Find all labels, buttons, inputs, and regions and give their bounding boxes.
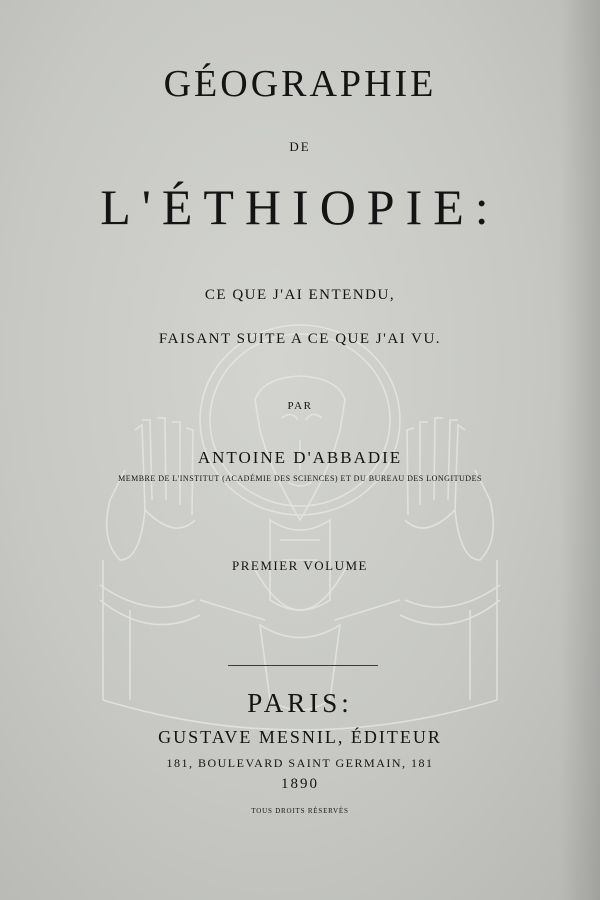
subtitle-line-2: FAISANT SUITE A CE QUE J'AI VU. [158, 331, 442, 347]
par-label: PAR [287, 400, 313, 412]
divider-rule [228, 665, 378, 666]
imprint-year: 1890 [281, 776, 319, 792]
imprint-address: 181, BOULEVARD SAINT GERMAIN, 181 [166, 756, 434, 770]
volume-label: PREMIER VOLUME [232, 558, 368, 573]
title-line-2: DE [289, 139, 311, 154]
author-affiliation: MEMBRE DE L'INSTITUT (ACADÉMIE DES SCIENCES) ET DU BUREAU DES LONGITUDES [118, 474, 482, 483]
imprint-publisher: GUSTAVE MESNIL, ÉDITEUR [158, 727, 442, 747]
title-line-1: GÉOGRAPHIE [163, 63, 437, 105]
title-line-3: L'ÉTHIOPIE: [100, 179, 500, 235]
imprint-rights: TOUS DROITS RÉSERVÉS [251, 807, 349, 815]
subtitle-line-1: CE QUE J'AI ENTENDU, [204, 287, 396, 303]
author-name: ANTOINE D'ABBADIE [197, 448, 403, 467]
imprint-city: PARIS: [247, 688, 353, 718]
